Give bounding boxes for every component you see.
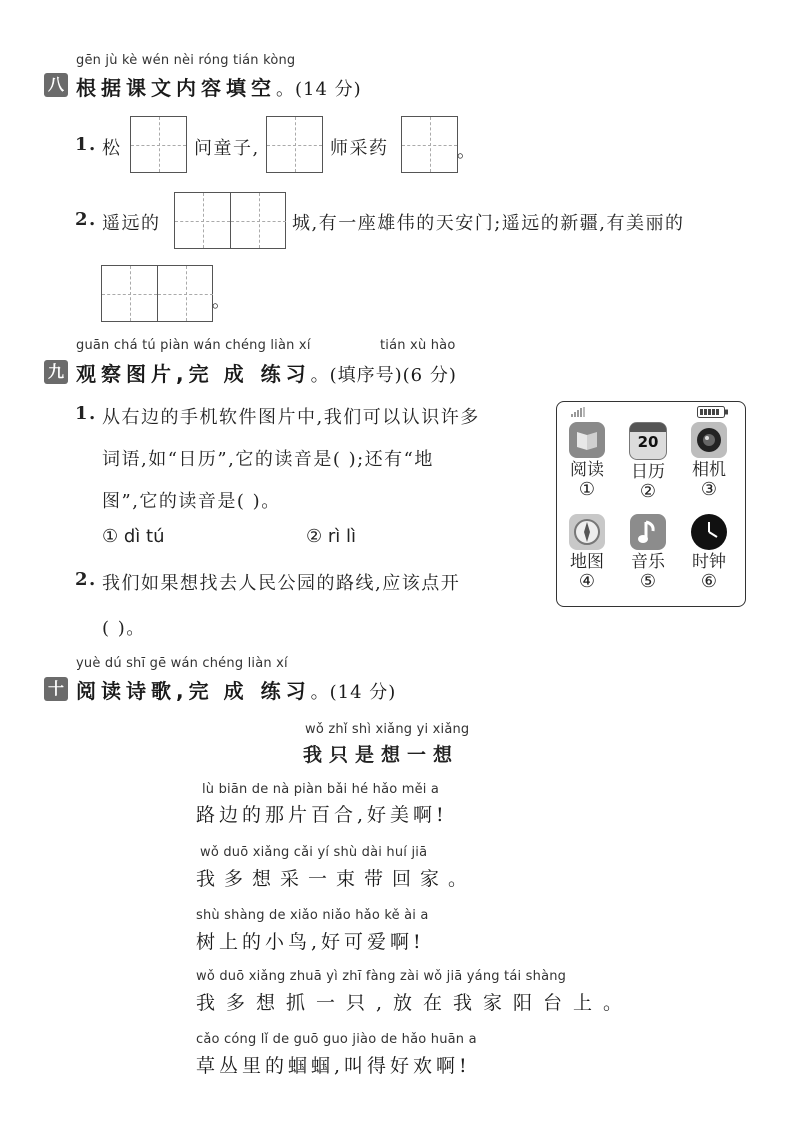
- s9-q1-line3: 图”,它的读音是( )。: [102, 491, 281, 512]
- map-icon: [569, 514, 605, 550]
- s8-q2-text-b: 城,有一座雄伟的天安门;遥远的新疆,有美丽的: [292, 213, 685, 234]
- app-map-label: 地图: [570, 552, 604, 572]
- app-map-number: ④: [578, 571, 596, 592]
- s9-q1-option-1: ① dì tú: [102, 526, 165, 547]
- s8-q2-answer-box-2[interactable]: [101, 265, 213, 322]
- app-reading-label: 阅读: [570, 460, 604, 480]
- battery-icon: [697, 406, 729, 418]
- signal-icon: [571, 407, 587, 417]
- poem-line1-pinyin: lù biān de nà piàn bǎi hé hǎo měi a: [202, 782, 440, 797]
- s9-q2-line1: 我们如果想找去人民公园的路线,应该点开: [102, 573, 461, 594]
- section10-title-a: 阅读诗歌,完: [76, 679, 214, 703]
- section9-number-badge: 九: [44, 360, 68, 384]
- app-camera-label: 相机: [692, 460, 726, 480]
- s8-q1-text-a: 松: [102, 138, 122, 159]
- poem-line3: 树上的小鸟,好可爱啊!: [196, 931, 425, 953]
- s8-q2-text-a: 遥远的: [102, 213, 161, 234]
- s8-q1-text-d: 。: [457, 141, 477, 162]
- section8-title-pinyin: gēn jù kè wén nèi róng tián kòng: [76, 53, 296, 68]
- clock-icon: [691, 514, 727, 550]
- section8-heading: [76, 72, 362, 101]
- s8-q1-answer-box-2[interactable]: [266, 116, 323, 173]
- app-calendar-label: 日历: [631, 462, 665, 482]
- poem-line4-pinyin: wǒ duō xiǎng zhuā yì zhī fàng zài wǒ jiā yáng tái shàng: [196, 969, 567, 984]
- section8-title: 根据课文内容填空: [76, 76, 276, 100]
- section9-title-pinyin-b: tián xù hào: [380, 338, 456, 353]
- s8-q1-answer-box-3[interactable]: [401, 116, 458, 173]
- section9-score: 。(填序号)(6 分): [310, 365, 457, 386]
- calendar-icon: 20: [629, 422, 667, 460]
- s9-q2-line2: ( )。: [102, 618, 146, 639]
- section10-title-pinyin: yuè dú shī gē wán chéng liàn xí: [76, 656, 288, 671]
- book-icon: [569, 422, 605, 458]
- s9-q1-line1: 从右边的手机软件图片中,我们可以认识许多: [102, 407, 480, 428]
- s8-q1-text-b: 问童子,: [194, 138, 260, 159]
- app-calendar[interactable]: [618, 422, 678, 502]
- app-music-number: ⑤: [639, 571, 657, 592]
- music-icon: [630, 514, 666, 550]
- poem-line2-pinyin: wǒ duō xiǎng cǎi yí shù dài huí jiā: [200, 845, 428, 860]
- s8-q1-text-c: 师采药: [330, 138, 389, 159]
- poem-title-pinyin: wǒ zhǐ shì xiǎng yi xiǎng: [305, 722, 470, 737]
- section10-heading: [76, 675, 396, 704]
- poem-line1: 路边的那片百合,好美啊!: [196, 804, 448, 826]
- section10-title-c: 练习: [260, 679, 311, 703]
- section9-heading: [76, 358, 457, 387]
- app-reading-number: ①: [578, 479, 596, 500]
- app-clock[interactable]: [679, 514, 739, 592]
- section8-number-badge: 八: [44, 73, 68, 97]
- poem-line5: 草丛里的蝈蝈,叫得好欢啊!: [196, 1055, 471, 1077]
- s9-q1-line2: 词语,如“日历”,它的读音是( );还有“地: [102, 449, 434, 470]
- s8-q2-answer-box-1[interactable]: [174, 192, 286, 249]
- app-camera[interactable]: [679, 422, 739, 500]
- app-camera-number: ③: [700, 479, 718, 500]
- section10-title-b: 成: [223, 679, 249, 703]
- section8-score: 。(14 分): [276, 79, 362, 100]
- section9-title-c: 练习: [260, 362, 311, 386]
- camera-icon: [691, 422, 727, 458]
- s9-q1-number: 1.: [75, 403, 97, 424]
- s9-q1-option-2: ② rì lì: [306, 526, 356, 547]
- app-music[interactable]: [618, 514, 678, 592]
- s8-q2-text-c: 。: [212, 291, 232, 312]
- section9-title-a: 观察图片,完: [76, 362, 214, 386]
- app-music-label: 音乐: [631, 552, 665, 572]
- phone-screen: [556, 401, 746, 607]
- s8-q2-number: 2.: [75, 209, 97, 230]
- poem-line3-pinyin: shù shàng de xiǎo niǎo hǎo kě ài a: [196, 908, 429, 923]
- poem-line5-pinyin: cǎo cóng lǐ de guō guo jiào de hǎo huān a: [196, 1032, 477, 1047]
- app-calendar-number: ②: [639, 481, 657, 502]
- app-clock-label: 时钟: [692, 552, 726, 572]
- section9-title-b: 成: [223, 362, 249, 386]
- app-clock-number: ⑥: [700, 571, 718, 592]
- poem-title: 我只是想一想: [303, 744, 460, 766]
- app-reading[interactable]: [557, 422, 617, 500]
- poem-line2: 我多想采一束带回家。: [196, 868, 477, 890]
- s9-q2-number: 2.: [75, 569, 97, 590]
- section10-score: 。(14 分): [310, 682, 397, 703]
- s8-q1-answer-box-1[interactable]: [130, 116, 187, 173]
- app-map[interactable]: [557, 514, 617, 592]
- section9-title-pinyin: guān chá tú piàn wán chéng liàn xí: [76, 338, 311, 353]
- s8-q1-number: 1.: [75, 134, 97, 155]
- section10-number-badge: 十: [44, 677, 68, 701]
- poem-line4: 我多想抓一只,放在我家阳台上。: [196, 992, 634, 1014]
